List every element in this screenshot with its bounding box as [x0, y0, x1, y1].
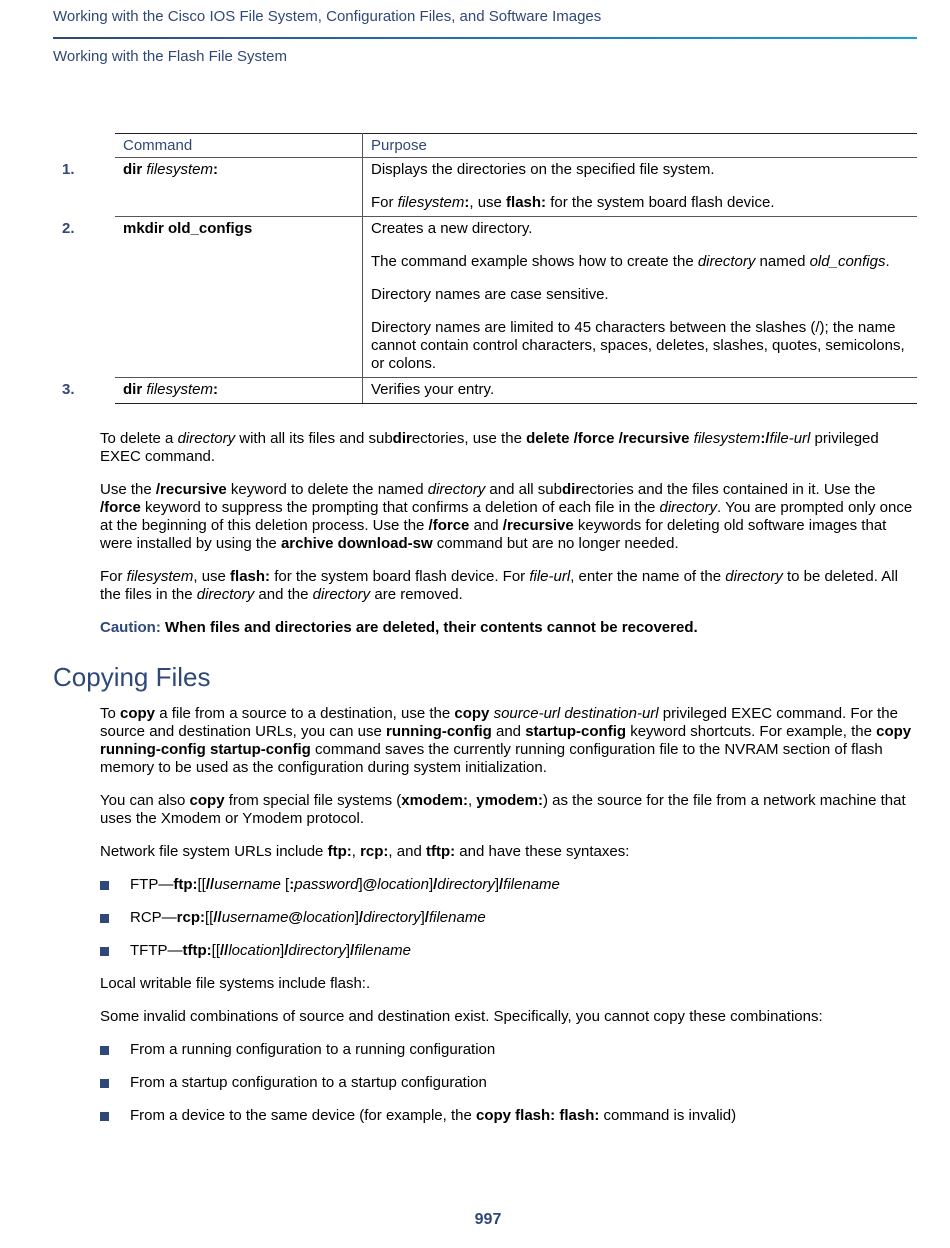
list-item: From a running configuration to a running configuration — [100, 1041, 917, 1059]
table-row — [115, 217, 917, 378]
purpose-cell — [363, 217, 918, 378]
command-table — [62, 133, 917, 404]
purpose-cell — [363, 158, 918, 217]
copying-section — [100, 705, 917, 1140]
step-number: 2. — [62, 220, 75, 237]
purpose-text: Displays the directories on the specified file system. — [371, 161, 715, 178]
paragraph: Use the /recursive keyword to delete the named directory and all subdirectories and the files contained in it. Use the /force keyword to suppress the prompting that confirms a deletion of each file in the directory. You are prompted only once at the beginning of this deletion process. Use the /force and /recursive keywords for deleting old software images that were installed by using the archive download-sw command but are no longer needed. — [100, 481, 913, 552]
section-header: Working with the Flash File System — [53, 48, 287, 65]
list-item: From a device to the same device (for example, the copy flash: flash: command is invalid) — [100, 1107, 917, 1125]
table-row — [115, 158, 917, 217]
caution-label: Caution: — [100, 619, 161, 636]
running-header: Working with the Cisco IOS File System, Configuration Files, and Software Images — [53, 8, 602, 25]
purpose-text: Directory names are case sensitive. — [371, 286, 609, 303]
invalid-combinations-list — [100, 1041, 917, 1125]
command-cell — [62, 158, 363, 217]
list-item: RCP—rcp:[[//username@location]/directory]/filename — [100, 909, 917, 927]
header-rule — [53, 37, 917, 39]
purpose-cell — [363, 378, 918, 404]
purpose-text: Creates a new directory. — [371, 220, 533, 237]
column-header-purpose: Purpose — [363, 134, 918, 158]
purpose-text: For filesystem:, use flash: for the system board flash device. — [371, 194, 775, 211]
page-number: 997 — [474, 1211, 502, 1228]
step-number: 1. — [62, 161, 75, 178]
delete-section — [100, 430, 917, 652]
command-cell — [62, 378, 363, 404]
paragraph: Some invalid combinations of source and destination exist. Specifically, you cannot copy these combinations: — [100, 1008, 823, 1025]
list-item: TFTP—tftp:[[//location]/directory]/filename — [100, 942, 917, 960]
caution-text: When files and directories are deleted, their contents cannot be recovered. — [165, 619, 698, 636]
paragraph: To delete a directory with all its files and subdirectories, use the delete /force /recursive filesystem:/file-url privileged EXEC command. — [100, 430, 879, 465]
purpose-text: The command example shows how to create the directory named old_configs. — [371, 253, 890, 270]
purpose-text: Directory names are limited to 45 characters between the slashes (/); the name cannot contain control characters, spaces, deletes, slashes, quotes, semicolons, or colons. — [371, 319, 905, 372]
paragraph: For filesystem, use flash: for the system board flash device. For file-url, enter the name of the directory to be deleted. All the files in the directory and the directory are removed. — [100, 568, 898, 603]
table-row — [115, 378, 917, 404]
paragraph: You can also copy from special file systems (xmodem:, ymodem:) as the source for the file from a network machine that uses the Xmodem or Ymodem protocol. — [100, 792, 906, 827]
caution-note — [100, 619, 917, 637]
url-syntax-list — [100, 876, 917, 960]
paragraph: Local writable file systems include flash:. — [100, 975, 371, 992]
table-header-row — [115, 134, 917, 158]
command-text: dir filesystem: — [123, 381, 219, 398]
command-text: dir filesystem: — [123, 161, 219, 178]
paragraph: Network file system URLs include ftp:, rcp:, and tftp: and have these syntaxes: — [100, 843, 630, 860]
purpose-text: Verifies your entry. — [371, 381, 495, 398]
paragraph: To copy a file from a source to a destination, use the copy source-url destination-url privileged EXEC command. For the source and destination URLs, you can use running-config and startup-config keyword shortcuts. For example, the copy running-config startup-config command saves the currently running configuration file to the NVRAM section of flash memory to be used as the configuration during system initialization. — [100, 705, 912, 776]
command-text: mkdir old_configs — [123, 220, 253, 237]
step-number: 3. — [62, 381, 75, 398]
list-item: From a startup configuration to a startup configuration — [100, 1074, 917, 1092]
section-title-copying-files: Copying Files — [53, 662, 211, 692]
column-header-command: Command — [115, 134, 363, 158]
command-cell — [62, 217, 363, 378]
list-item: FTP—ftp:[[//username [:password]@location]/directory]/filename — [100, 876, 917, 894]
